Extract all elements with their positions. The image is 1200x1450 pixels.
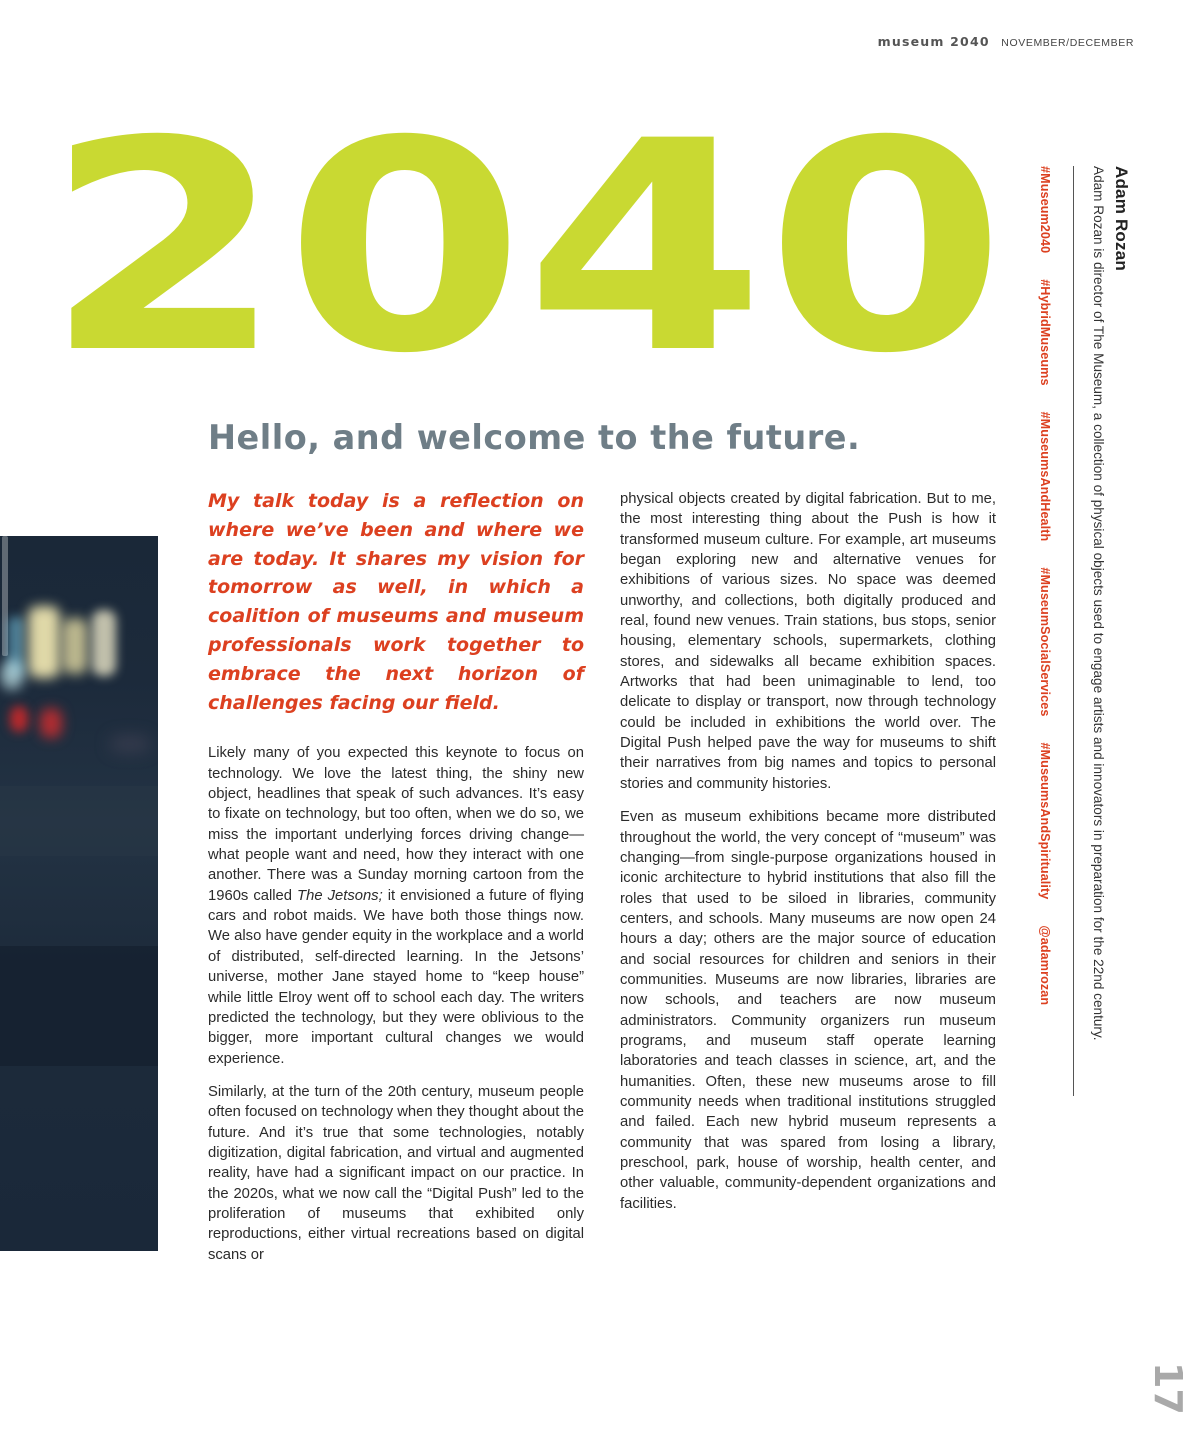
page-number: 17 xyxy=(1146,1362,1190,1415)
subtitle: Hello, and welcome to the future. xyxy=(208,418,861,457)
body-paragraph: Likely many of you expected this keynote to focus on technology. We love the latest thing, the shiny new object, headlines that speak of such advances. It’s easy to fixate on technology, but too often, when we do so, we miss the important underlying forces driving change—what people want and need, how they interact with one another. There was a Sunday morning cartoon from the 1960s called The Jetsons; it envisioned a future of flying cars and robot maids. We have both those things now. We also have gender equity in the workplace and a world of distributed, self-directed learning. In the Jetsons’ universe, mother Jane stayed home to “keep house” while little Elroy went off to school each day. The writers predicted the technology, but they were oblivious to the bigger, more important cultural changes we would experience. xyxy=(208,745,584,1067)
body-paragraph: physical objects created by digital fabrication. But to me, the most interesting thing about the Push is how it transformed museum culture. For example, art museums began exploring new and alternative venues for exhibitions of various sizes. No space was deemed unworthy, and collections, both digitally produced and real, found new venues. Train stations, bus stops, senior housing, elementary schools, supermarkets, clothing stores, and sidewalks all became exhibition spaces. Artworks that had been unimaginable to lend, too delicate to display or transport, now through technology could be included in exhibitions the world over. The Digital Push helped pave the way for museums to shift their narratives from big names and topics to personal stories and community histories. xyxy=(620,491,996,792)
twitter-handle[interactable]: @adamrozan xyxy=(1038,925,1052,1006)
body-paragraph: Even as museum exhibitions became more distributed throughout the world, the very concept of “museum” was changing—from single-purpose organizations housed in iconic architecture to hybrid institutions that also fill the roles that used to be siloed in libraries, community centers, and schools. Many museums are now open 24 hours a day; others are the major source of education and social resources for children and seniors in their communities. Museums are now libraries, libraries are now schools, and teachers are now museum administrators. Community organizers run museum programs, and museum staff operate learning laboratories and teach classes in science, art, and the humanities. Often, these new museums arose to fill community needs when traditional institutions struggled and failed. Each new hybrid museum represents a community that was spared from losing a library, preschool, park, house of worship, health center, and other valuable, community-dependent organizations and facilities. xyxy=(620,809,996,1212)
author-name: Adam Rozan xyxy=(1112,166,1131,271)
hashtag[interactable]: #MuseumSocialServices xyxy=(1038,567,1052,717)
body-paragraph: Similarly, at the turn of the 20th century, museum people often focused on technology when they thought about the future. And it’s true that some technologies, notably digitization, digital fabrication, and virtual and augmented reality, have had a significant impact on our practice. In the 2020s, what we now call the “Digital Push” led to the proliferation of museums that exhibited only reproductions, either virtual recreations based on digital scans or xyxy=(208,1083,584,1263)
hashtag[interactable]: #Museum2040 xyxy=(1038,166,1052,254)
author-bio: Adam Rozan is director of The Museum, a collection of physical objects used to engage artists and innovators in preparation for the 22nd century. xyxy=(1091,166,1106,1041)
italic-title: The Jetsons; xyxy=(297,887,383,904)
cropped-night-photo xyxy=(0,536,158,1251)
big-title xyxy=(44,120,1012,370)
sidebar-divider xyxy=(1073,166,1074,1096)
hashtag[interactable]: #HybridMuseums xyxy=(1038,279,1052,386)
magazine-name: museum 2040 xyxy=(877,34,990,49)
column-right xyxy=(620,487,996,1227)
running-header xyxy=(878,34,1134,49)
column-left xyxy=(208,487,584,1278)
issue-date: NOVEMBER/DECEMBER xyxy=(1001,37,1134,49)
big-title-text: 2040 xyxy=(44,120,1007,370)
pull-quote: My talk today is a reflection on where we’ve been and where we are today. It shares my vision for tomorrow as well, in which a coalition of museums and museum professionals work together to embrace the next horizon of challenges facing our field. xyxy=(208,490,584,714)
hashtag[interactable]: #MuseumsAndSpirituality xyxy=(1038,742,1052,900)
hashtag-list xyxy=(1036,166,1054,1006)
hashtag[interactable]: #MuseumsAndHealth xyxy=(1038,411,1052,542)
author-sidebar xyxy=(1088,166,1132,1126)
